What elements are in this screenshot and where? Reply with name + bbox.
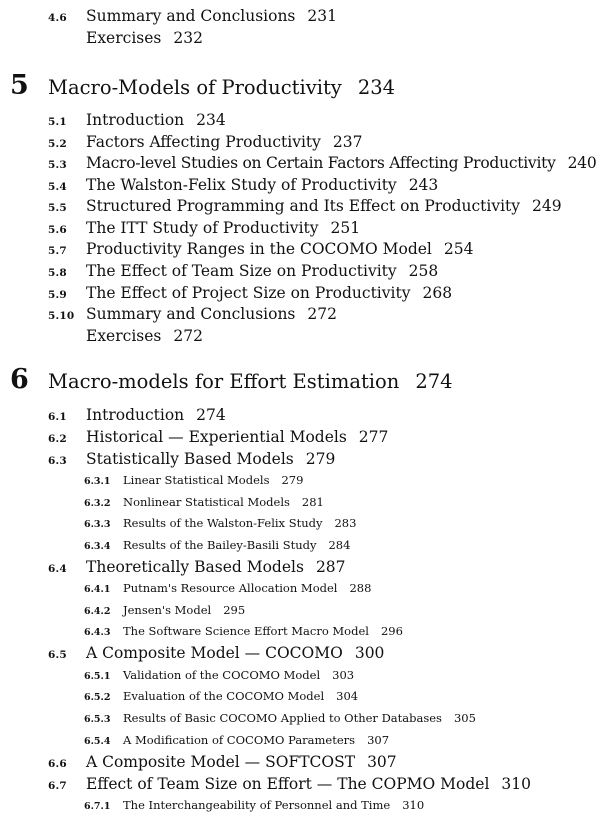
section-number: 6.7: [48, 780, 67, 792]
page-number: 305: [453, 711, 476, 725]
subsection-number: 6.5.2: [84, 692, 111, 703]
section-title: A Composite Model — SOFTCOST: [86, 753, 356, 771]
subsection-title: The Software Science Effort Macro Model: [123, 624, 369, 638]
subsection-title: Results of Basic COCOMO Applied to Other Databases: [123, 711, 442, 725]
page-number: 234: [357, 76, 396, 99]
section-title: The Effect of Team Size on Productivity: [86, 262, 397, 280]
page-number: 258: [408, 262, 439, 280]
section-number: 6.2: [48, 433, 67, 445]
section-number: 6.3: [48, 455, 67, 467]
section-number: 5.7: [48, 245, 67, 257]
subsection-number: 6.3.1: [84, 476, 111, 487]
subsection-title: Validation of the COCOMO Model: [123, 668, 321, 682]
section-title: Productivity Ranges in the COCOMO Model: [86, 240, 432, 258]
section-title: Summary and Conclusions: [86, 305, 296, 323]
subsection-title: Results of the Walston-Felix Study: [123, 516, 323, 530]
page-number: 287: [315, 558, 346, 576]
section-title: Statistically Based Models: [86, 450, 294, 468]
exercises-label: Exercises: [86, 29, 162, 47]
page-number: 307: [367, 753, 397, 771]
subsection-title: A Modification of COCOMO Parameters: [123, 733, 356, 747]
subsection-number: 6.4.3: [84, 627, 111, 638]
subsection-title: Putnam's Resource Allocation Model: [123, 581, 338, 595]
subsection-number: 6.7.1: [84, 801, 111, 812]
subsection-title: Results of the Bailey-Basili Study: [123, 538, 317, 552]
section-number: 6.5: [48, 649, 67, 661]
subsection-title: Nonlinear Statistical Models: [123, 495, 290, 509]
page-number: 237: [332, 133, 363, 151]
page-number: 274: [196, 406, 226, 424]
page-number: 277: [358, 428, 389, 446]
page-number: 249: [532, 197, 562, 215]
section-title: Summary and Conclusions: [86, 7, 296, 25]
page-number: 272: [173, 327, 203, 345]
section-title: Structured Programming and Its Effect on Productivity: [86, 197, 521, 215]
subsection-number: 6.5.4: [84, 736, 111, 747]
page-number: 268: [422, 284, 453, 302]
page-number: 274: [415, 370, 453, 393]
page-number: 251: [330, 219, 361, 237]
section-title-line: [86, 9, 337, 25]
section-title: A Composite Model — COCOMO: [86, 644, 343, 662]
page-number: 295: [223, 603, 246, 617]
page-number: 310: [402, 798, 425, 812]
page-number: 279: [305, 450, 336, 468]
section-number: 5.4: [48, 181, 67, 193]
page-number: 300: [354, 644, 385, 662]
section-title: Historical — Experiential Models: [86, 428, 347, 446]
section-title: The Walston-Felix Study of Productivity: [86, 176, 397, 194]
page-number: 254: [443, 240, 474, 258]
section-number: 5.2: [48, 138, 67, 150]
subsection-title: The Interchangeability of Personnel and Time: [123, 798, 391, 812]
page-number: 310: [501, 775, 532, 793]
subsection-number: 6.5.3: [84, 714, 111, 725]
page-number: 232: [173, 29, 203, 47]
subsection-number: 6.3.3: [84, 519, 111, 530]
page-number: 243: [408, 176, 439, 194]
subsection-number: 6.3.4: [84, 541, 111, 552]
section-title: Theoretically Based Models: [86, 558, 304, 576]
page-number: 281: [301, 495, 324, 509]
page-number: 240: [567, 154, 597, 172]
subsection-title: Linear Statistical Models: [123, 473, 270, 487]
chapter-title: Macro-Models of Productivity: [48, 76, 342, 99]
page-number: 303: [332, 668, 355, 682]
chapter-number: 6: [10, 364, 29, 395]
section-title: The ITT Study of Productivity: [86, 219, 319, 237]
section-number: 6.6: [48, 758, 67, 770]
subsection-number: 6.4.1: [84, 584, 111, 595]
toc-exercises-4: [86, 31, 203, 47]
page-number: 231: [307, 7, 337, 25]
page-number: 272: [307, 305, 337, 323]
section-number: 5.6: [48, 224, 67, 236]
subsection-title: Jensen's Model: [123, 603, 212, 617]
section-number: 5.5: [48, 202, 67, 214]
page-number: 283: [334, 516, 357, 530]
page-number: 288: [349, 581, 372, 595]
section-title: Macro-level Studies on Certain Factors Affecting Productivity: [86, 154, 556, 172]
chapter-title: Macro-models for Effort Estimation: [48, 370, 400, 393]
section-title: Introduction: [86, 406, 185, 424]
page-number: 307: [367, 733, 390, 747]
section-number: 5.9: [48, 289, 67, 301]
page-number: 304: [336, 689, 359, 703]
section-number: 5.3: [48, 159, 67, 171]
section-title: The Effect of Project Size on Productivity: [86, 284, 411, 302]
exercises-label: Exercises: [86, 327, 162, 345]
page-number: 279: [281, 473, 304, 487]
toc-exercises-5: [86, 329, 203, 345]
subsection-title: Evaluation of the COCOMO Model: [123, 689, 325, 703]
page-number: 234: [196, 111, 226, 129]
page-number: 284: [328, 538, 351, 552]
page-number: 296: [380, 624, 403, 638]
chapter-number: 5: [10, 70, 29, 101]
section-number: 5.1: [48, 116, 67, 128]
subsection-number: 6.3.2: [84, 498, 111, 509]
section-number: 6.4: [48, 563, 67, 575]
section-number: 6.1: [48, 411, 67, 423]
section-number: 5.8: [48, 267, 67, 279]
subsection-number: 6.4.2: [84, 606, 111, 617]
section-number: 4.6: [48, 12, 67, 24]
section-number: 5.10: [48, 310, 75, 322]
subsection-number: 6.5.1: [84, 671, 111, 682]
section-title: Effect of Team Size on Effort — The COPMO Model: [86, 775, 490, 793]
section-title: Factors Affecting Productivity: [86, 133, 321, 151]
section-title: Introduction: [86, 111, 185, 129]
